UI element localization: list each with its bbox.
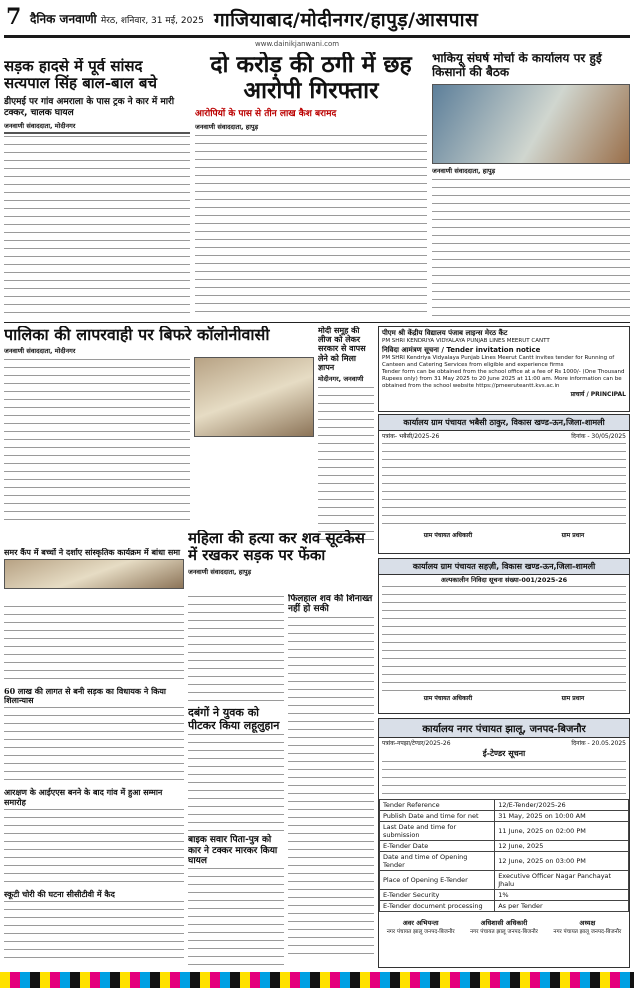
- signer-2: ग्राम प्रधान: [561, 532, 585, 539]
- story-colony: [4, 326, 314, 544]
- notice-text-2: Tender form can be obtained from the school office at a fee of Rs 1000/- (One Thousand Rupees only) from 31 May 2025 to 20 June 2025 at 11:00 am. More information can be obtained from the school website https://pmeeruteantt.kvs.ac.in: [382, 369, 625, 389]
- signer-1: अवर अभियन्ता: [402, 919, 439, 927]
- story-headline-ias: आरक्षण के आईएएस बनने के बाद गांव में हुआ सम्मान समारोह: [4, 787, 163, 807]
- byline: जनवाणी संवाददाता, हापुड़: [432, 166, 496, 175]
- headline: भाकियू संघर्ष मोर्चा के कार्यालय पर हुई किसानों की बैठक: [432, 52, 602, 79]
- headline: फिलहाल शव की शिनाख्त नहीं हो सकी: [288, 594, 373, 615]
- divider: [4, 322, 630, 323]
- byline: जनवाणी संवाददाता, मोदीनगर: [4, 347, 76, 356]
- notice-date: दिनांक - 20.05.2025: [571, 740, 626, 747]
- tender-field: Publish Date and time for net: [380, 811, 495, 822]
- headline: मोदी समूह की लीज को लेकर सरकार से वापस लेने को मिला ज्ञापन: [318, 326, 366, 372]
- ref-number: पत्रांक-नपझा/टेण्डर/2025-26: [382, 740, 451, 747]
- body-text: [188, 866, 284, 966]
- tender-value: 31 May, 2025 on 10:00 AM: [495, 811, 629, 822]
- body-text: [188, 594, 284, 704]
- tender-field: E-Tender Security: [380, 890, 495, 901]
- body-text: [4, 705, 184, 785]
- tender-row: [380, 852, 629, 871]
- story-summer-camp: [4, 548, 184, 600]
- byline: जनवाणी संवाददाता, हापुड़: [188, 567, 252, 576]
- signer-2: अधिशासी अधिकारी: [480, 919, 528, 927]
- color-registration-bar: [0, 972, 634, 988]
- body-text: [4, 134, 190, 314]
- body-text: [4, 604, 184, 684]
- gram-panchayat-notice-1: [378, 414, 630, 554]
- body-text: [4, 899, 184, 959]
- left-column-stories: [4, 604, 184, 966]
- tender-row: [380, 871, 629, 890]
- site-url[interactable]: www.dainikjanwani.com: [255, 40, 340, 48]
- camp-photo: [4, 559, 184, 589]
- ref-number: पत्रांक- भबैसी/2025-26: [382, 433, 440, 440]
- kv-tender-notice: [378, 326, 630, 412]
- brand-meta: मेरठ, शनिवार, 31 मई, 2025: [100, 16, 204, 26]
- tender-value: 11 June, 2025 on 02:00 PM: [495, 822, 629, 841]
- signer-3: अध्यक्ष: [579, 919, 596, 927]
- tender-field: E-Tender document processing: [380, 901, 495, 912]
- signer-1: ग्राम पंचायत अधिकारी: [423, 532, 473, 539]
- notice-title: कार्यालय नगर पंचायत झालू, जनपद-बिजनौर: [379, 719, 629, 738]
- section-title: ई-टेण्डर सूचना: [482, 749, 526, 758]
- notice-title: निविदा आमंत्रण सूचना / Tender invitation notice: [382, 346, 541, 354]
- masthead: [4, 4, 630, 38]
- signer-2-place: नगर पंचायत झालू जनपद-बिजनौर: [470, 929, 538, 935]
- school-name-en: PM SHRI KENDRIYA VIDYALAYA PUNJAB LINES MEERUT CANTT: [382, 338, 550, 344]
- notice-title: कार्यालय ग्राम पंचायत भबैसी ठाकुर, विकास खण्ड-ऊन,जिला-शामली: [379, 415, 629, 431]
- notice-text: PM SHRI Kendriya Vidyalaya Punjab Lines Meerut Cantt invites tender for Running of Canteen and Catering Services from eligible and experience firms: [382, 355, 615, 368]
- tender-value: 12/E-Tender/2025-26: [495, 800, 629, 811]
- tender-row: [380, 841, 629, 852]
- signer-1-place: नगर पंचायत झालू जनपद-बिजनौर: [386, 929, 455, 935]
- farmers-photo: [432, 84, 630, 164]
- story-headline-road: 60 लाख की लागत से बनी सड़क का विधायक ने किया शिलान्यास: [4, 686, 166, 706]
- subhead: डीएमई पर गांव अमराला के पास ट्रक ने कार में मारी टक्कर, चालक घायल: [4, 96, 175, 118]
- section-title: गाजियाबाद/मोदीनगर/हापुड़/आसपास: [214, 9, 479, 31]
- tender-field: Date and time of Opening Tender: [380, 852, 495, 871]
- subhead: आरोपियों के पास से तीन लाख कैश बरामद: [195, 108, 337, 119]
- colony-photo: [194, 357, 314, 437]
- story-body-identity: [288, 594, 374, 966]
- tender-row: [380, 800, 629, 811]
- headline: समर कैंप में बच्चों ने दर्शाए सांस्कृतिक कार्यक्रम में बांधा समा: [4, 548, 181, 557]
- story-headline-scooty: स्कूटी चोरी की घटना सीसीटीवी में कैद: [4, 888, 115, 899]
- tender-value: 12 June, 2025: [495, 841, 629, 852]
- headline: महिला की हत्या कर शव सूटकेस में रखकर सड़क पर फेंका: [188, 530, 365, 565]
- headline: सड़क हादसे में पूर्व सांसद सत्यपाल सिंह बाल-बाल बचे: [4, 58, 157, 93]
- tender-value: 12 June, 2025 on 03:00 PM: [495, 852, 629, 871]
- notice-date: दिनांक - 30/05/2025: [571, 433, 626, 440]
- byline: मोदीनगर, जनवाणी: [318, 374, 364, 383]
- story-accident: [4, 58, 190, 320]
- tender-row: [380, 890, 629, 901]
- tender-field: Tender Reference: [380, 800, 495, 811]
- tender-value: As per Tender: [495, 901, 629, 912]
- body-text: [318, 385, 374, 544]
- byline: जनवाणी संवाददाता, हापुड़: [195, 123, 259, 132]
- body-text: [4, 807, 184, 887]
- story-modi-group: [318, 326, 374, 544]
- story-farmers: [432, 52, 630, 320]
- body-text: [188, 732, 284, 832]
- headline-bike: बाइक सवार पिता-पुत्र को कार ने टक्कर मारकर किया घायल: [188, 835, 278, 866]
- signer-2: ग्राम प्रधान: [561, 695, 585, 702]
- notice-subtitle: अल्पकालीन निविदा सूचना संख्या-001/2025-26: [440, 576, 568, 584]
- byline: जनवाणी संवाददाता, मोदीनगर: [4, 122, 76, 130]
- headline: दो करोड़ की ठगी में छह आरोपी गिरफ्तार: [210, 52, 412, 105]
- body-text: [382, 584, 626, 694]
- body-text: [288, 615, 374, 955]
- page-number: 7: [6, 4, 22, 30]
- body-text: [4, 357, 190, 525]
- signer-3-place: नगर पंचायत झालू जनपद-बिजनौर: [553, 929, 622, 935]
- tender-table: [379, 799, 629, 912]
- headline: दबंगों ने युवक को पीटकर किया लहूलुहान: [188, 706, 280, 732]
- tender-value: 1%: [495, 890, 629, 901]
- tender-value: Executive Officer Nagar Panchayat Jhalu: [495, 871, 629, 890]
- story-murder: [188, 530, 374, 590]
- story-fraud: [195, 52, 427, 320]
- brand-name: दैनिक जनवाणी मेरठ, शनिवार, 31 मई, 2025: [30, 12, 204, 26]
- notice-title: कार्यालय ग्राम पंचायत सहज़ी, विकास खण्ड-ऊन,जिला-शामली: [379, 559, 629, 575]
- tender-field: E-Tender Date: [380, 841, 495, 852]
- gram-panchayat-notice-2: [378, 558, 630, 714]
- tender-row: [380, 822, 629, 841]
- notice-signer: प्राचार्य / PRINCIPAL: [570, 391, 626, 398]
- tender-row: [380, 901, 629, 912]
- story-murder-body: [188, 594, 284, 966]
- tender-field: Last Date and time for submission: [380, 822, 495, 841]
- tender-field: Place of Opening E-Tender: [380, 871, 495, 890]
- body-text: [432, 177, 630, 317]
- tender-row: [380, 811, 629, 822]
- school-name: पीएम श्री केंद्रीय विद्यालय पंजाब लाइन्स मेरठ कैंट: [382, 329, 508, 337]
- headline: पालिका की लापरवाही पर बिफरे कॉलोनीवासी: [4, 326, 270, 344]
- body-text: [382, 759, 626, 799]
- e-tender-notice: [378, 718, 630, 968]
- body-text: [195, 133, 427, 313]
- signer-1: ग्राम पंचायत अधिकारी: [423, 695, 473, 702]
- body-text: [382, 441, 626, 531]
